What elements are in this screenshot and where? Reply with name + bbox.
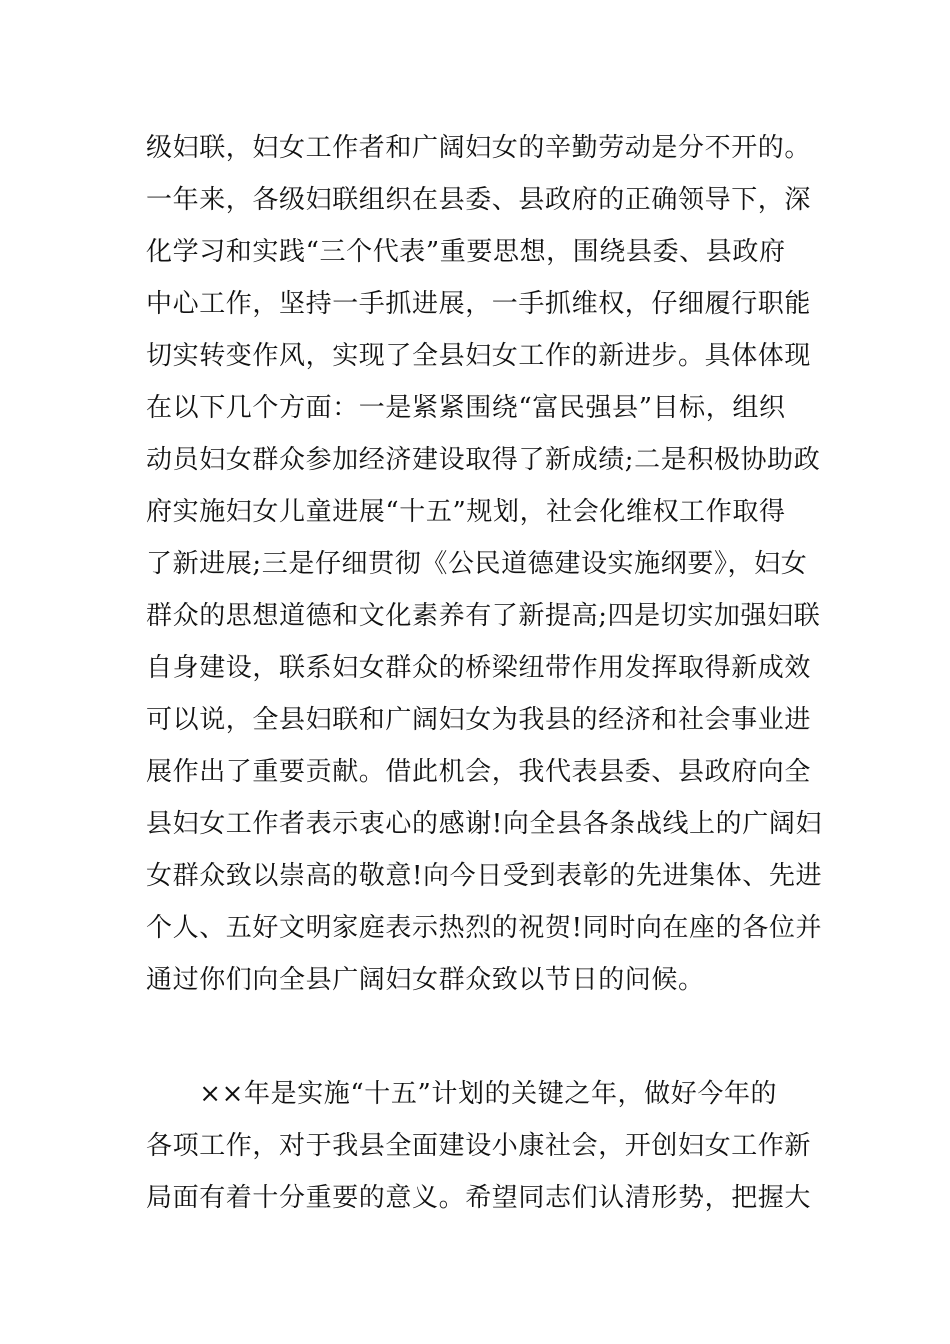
text-line: 群众的思想道德和文化素养有了新提高;四是切实加强妇联: [146, 601, 821, 631]
paragraph-2: [146, 1068, 812, 1224]
text-line: 个人、五好文明家庭表示热烈的祝贺!同时向在座的各位并: [146, 913, 823, 943]
text-line: 女群众致以崇高的敬意!向今日受到表彰的先进集体、先进: [146, 861, 823, 891]
text-line: 展作出了重要贡献。借此机会，我代表县委、县政府向全: [146, 757, 812, 787]
text-line: 动员妇女群众参加经济建设取得了新成绩;二是积极协助政: [146, 445, 821, 475]
text-line: 可以说，全县妇联和广阔妇女为我县的经济和社会事业进: [146, 705, 812, 735]
text-line: 府实施妇女儿童进展“十五”规划，社会化维权工作取得: [146, 497, 786, 527]
text-line: 局面有着十分重要的意义。希望同志们认清形势，把握大: [146, 1183, 812, 1213]
text-line: 切实转变作风，实现了全县妇女工作的新进步。具体体现: [146, 341, 812, 371]
paragraph-1: [146, 122, 823, 1006]
text-line: 各项工作，对于我县全面建设小康社会，开创妇女工作新: [146, 1131, 812, 1161]
text-line: ××年是实施“十五”计划的关键之年，做好今年的: [146, 1079, 778, 1109]
text-line: 了新进展;三是仔细贯彻《公民道德建设实施纲要》，妇女: [146, 549, 808, 579]
text-line: 自身建设，联系妇女群众的桥梁纽带作用发挥取得新成效: [146, 653, 812, 683]
text-line: 在以下几个方面：一是紧紧围绕“富民强县”目标，组织: [146, 393, 786, 423]
text-line: 化学习和实践“三个代表”重要思想，围绕县委、县政府: [146, 237, 786, 267]
text-line: 通过你们向全县广阔妇女群众致以节日的问候。: [146, 965, 705, 995]
text-line: 中心工作，坚持一手抓进展，一手抓维权，仔细履行职能: [146, 289, 812, 319]
text-line: 县妇女工作者表示衷心的感谢!向全县各条战线上的广阔妇: [146, 809, 823, 839]
text-line: 级妇联，妇女工作者和广阔妇女的辛勤劳动是分不开的。: [146, 133, 812, 163]
text-line: 一年来，各级妇联组织在县委、县政府的正确领导下，深: [146, 185, 812, 215]
